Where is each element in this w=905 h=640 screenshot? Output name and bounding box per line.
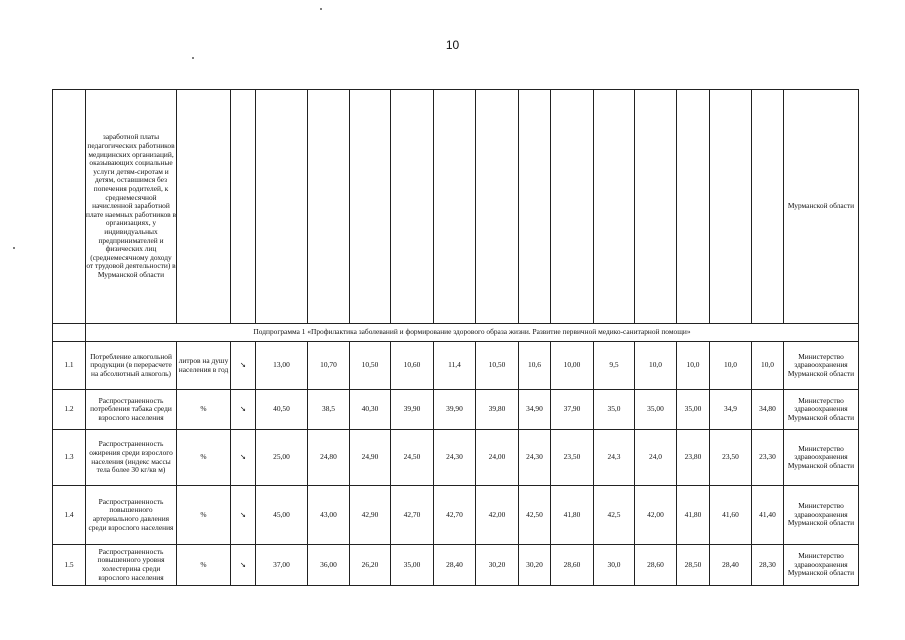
value-cell: 10,0 [752,342,784,390]
indicator-name: Потребление алкогольной продукции (в перерасчете на абсолютный алкоголь) [86,342,177,390]
value-cell: 24,90 [350,430,391,486]
responsible-ministry: Министерство здравоохранения Мурманской области [784,486,859,545]
value-cell: 24,30 [434,430,476,486]
indicators-table [52,89,859,586]
value-cell: 28,40 [710,545,752,586]
indicator-row [53,486,859,545]
value-cell: 24,30 [519,430,551,486]
value-cell: 30,20 [519,545,551,586]
row-number: 1.5 [53,545,86,586]
trend-arrow-icon: ↘ [231,545,256,586]
value-cell: 10,50 [476,342,519,390]
row-number [53,324,86,342]
value-cell: 28,40 [434,545,476,586]
scan-speck [192,57,194,59]
value-cell: 23,30 [752,430,784,486]
value-cell: 34,9 [710,390,752,430]
value-cell: 42,50 [519,486,551,545]
value-cell: 10,0 [635,342,677,390]
value-cell: 35,00 [677,390,710,430]
indicator-row [53,342,859,390]
value-cell: 30,20 [476,545,519,586]
value-cell [677,90,710,324]
value-cell [519,90,551,324]
value-cell: 41,80 [551,486,594,545]
indicator-row [53,430,859,486]
responsible-ministry: Министерство здравоохранения Мурманской области [784,390,859,430]
value-cell: 26,20 [350,545,391,586]
row-number: 1.1 [53,342,86,390]
indicator-name: заработной платы педагогических работников медицинских организаций, оказывающих социальные услуги детям-сиротам и детям, оставшимся без попечения родителей, к среднемесячной начисленной заработной плате наемных работников в организациях, у индивидуальных предпринимателей и физических лиц (среднемесячному доходу от трудовой деятельности) в Мурманской области [86,90,177,324]
trend-arrow-icon: ↘ [231,342,256,390]
value-cell: 37,90 [551,390,594,430]
value-cell [350,90,391,324]
value-cell: 41,60 [710,486,752,545]
value-cell: 10,50 [350,342,391,390]
value-cell: 41,80 [677,486,710,545]
responsible-ministry: Министерство здравоохранения Мурманской области [784,430,859,486]
value-cell [551,90,594,324]
value-cell: 28,60 [635,545,677,586]
value-cell: 11,4 [434,342,476,390]
value-cell: 42,5 [594,486,635,545]
value-cell: 42,00 [635,486,677,545]
value-cell: 10,6 [519,342,551,390]
unit-cell: литров на душу населения в год [177,342,231,390]
unit-cell [177,90,231,324]
value-cell: 23,50 [551,430,594,486]
indicator-name: Распространенность ожирения среди взрослого населения (индекс массы тела более 30 кг/кв м) [86,430,177,486]
unit-cell: % [177,390,231,430]
value-cell [391,90,434,324]
indicator-name: Распространенность повышенного артериального давления среди взрослого населения [86,486,177,545]
value-cell: 28,30 [752,545,784,586]
value-cell: 45,00 [256,486,308,545]
value-cell: 41,40 [752,486,784,545]
responsible-ministry: Мурманской области [784,90,859,324]
value-cell: 23,80 [677,430,710,486]
value-cell: 9,5 [594,342,635,390]
value-cell [308,90,350,324]
value-cell [752,90,784,324]
page-number: 10 [445,38,460,52]
row-number: 1.3 [53,430,86,486]
value-cell: 13,00 [256,342,308,390]
indicator-row [53,390,859,430]
value-cell: 35,0 [594,390,635,430]
unit-cell: % [177,486,231,545]
trend-arrow-icon: ↘ [231,390,256,430]
row-number: 1.4 [53,486,86,545]
row-number: 1.2 [53,390,86,430]
value-cell: 42,00 [476,486,519,545]
unit-cell: % [177,545,231,586]
value-cell: 28,60 [551,545,594,586]
trend-arrow-icon: ↘ [231,430,256,486]
scan-speck [13,247,15,249]
value-cell: 24,0 [635,430,677,486]
responsible-ministry: Министерство здравоохранения Мурманской области [784,342,859,390]
value-cell: 34,90 [519,390,551,430]
value-cell: 24,00 [476,430,519,486]
value-cell: 39,80 [476,390,519,430]
value-cell [635,90,677,324]
trend-cell [231,90,256,324]
value-cell: 42,70 [434,486,476,545]
indicator-row [53,545,859,586]
value-cell: 24,80 [308,430,350,486]
value-cell: 25,00 [256,430,308,486]
indicator-name: Распространенность потребления табака среди взрослого населения [86,390,177,430]
subprogram-title: Подпрограмма 1 «Профилактика заболеваний и формирование здорового образа жизни. Развитие первичной медико-санитарной помощи» [86,324,859,342]
unit-cell: % [177,430,231,486]
subprogram-row [53,324,859,342]
value-cell [710,90,752,324]
value-cell: 10,0 [710,342,752,390]
value-cell: 39,90 [391,390,434,430]
trend-arrow-icon: ↘ [231,486,256,545]
indicator-name: Распространенность повышенного уровня холестерина среди взрослого населения [86,545,177,586]
value-cell: 35,00 [391,545,434,586]
value-cell: 28,50 [677,545,710,586]
value-cell: 39,90 [434,390,476,430]
value-cell: 10,70 [308,342,350,390]
value-cell: 10,00 [551,342,594,390]
continued-row [53,90,859,324]
value-cell: 36,00 [308,545,350,586]
value-cell [434,90,476,324]
responsible-ministry: Министерство здравоохранения Мурманской области [784,545,859,586]
value-cell [476,90,519,324]
value-cell: 10,0 [677,342,710,390]
value-cell: 24,3 [594,430,635,486]
value-cell: 42,70 [391,486,434,545]
value-cell: 40,50 [256,390,308,430]
value-cell: 34,80 [752,390,784,430]
value-cell: 42,90 [350,486,391,545]
value-cell: 10,60 [391,342,434,390]
value-cell [256,90,308,324]
scan-speck [320,8,322,10]
value-cell: 38,5 [308,390,350,430]
value-cell: 40,30 [350,390,391,430]
value-cell [594,90,635,324]
value-cell: 35,00 [635,390,677,430]
value-cell: 43,00 [308,486,350,545]
value-cell: 37,00 [256,545,308,586]
value-cell: 24,50 [391,430,434,486]
value-cell: 23,50 [710,430,752,486]
value-cell: 30,0 [594,545,635,586]
row-number [53,90,86,324]
